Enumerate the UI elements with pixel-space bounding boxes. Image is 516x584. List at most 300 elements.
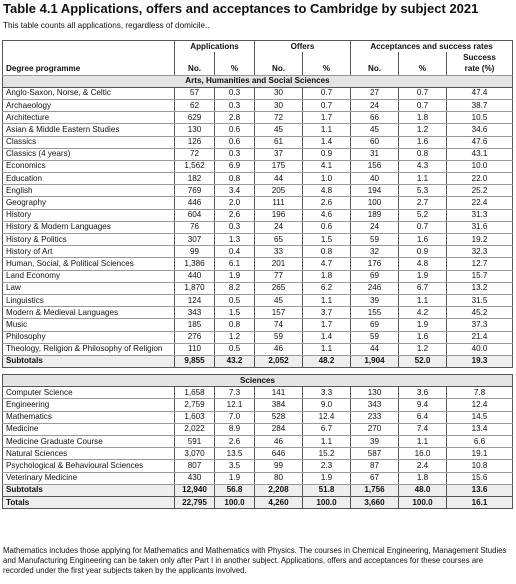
- table-cell: 194: [351, 185, 399, 197]
- table-cell: 47.6: [447, 136, 513, 148]
- table-cell: 110: [175, 343, 215, 355]
- row-label: Engineering: [3, 399, 175, 411]
- table-cell: 10.8: [447, 460, 513, 472]
- table-cell: 51.8: [303, 484, 351, 496]
- table-row: [3, 331, 513, 343]
- header-offers-pct: %: [303, 63, 351, 75]
- table-cell: 126: [175, 136, 215, 148]
- row-label: Archaeology: [3, 99, 175, 111]
- table-cell: 1.3: [215, 234, 255, 246]
- table-cell: 12.1: [215, 399, 255, 411]
- table-row: [3, 411, 513, 423]
- table-cell: 0.8: [215, 319, 255, 331]
- table-cell: 52.0: [399, 355, 447, 367]
- table-cell: 1.9: [215, 270, 255, 282]
- header-offers: Offers: [255, 41, 351, 53]
- table-row: [3, 307, 513, 319]
- table-cell: 12,940: [175, 484, 215, 496]
- row-label: History & Politics: [3, 234, 175, 246]
- table-row: [3, 234, 513, 246]
- table-cell: 1,603: [175, 411, 215, 423]
- table-cell: 30: [255, 87, 303, 99]
- row-label: Psychological & Behavioural Sciences: [3, 460, 175, 472]
- table-cell: 32.3: [447, 246, 513, 258]
- table-cell: 307: [175, 234, 215, 246]
- table-cell: 99: [255, 460, 303, 472]
- row-label: Mathematics: [3, 411, 175, 423]
- table-cell: 44: [351, 343, 399, 355]
- table-cell: 9.0: [303, 399, 351, 411]
- table-cell: 176: [351, 258, 399, 270]
- table-cell: 32: [351, 246, 399, 258]
- table-cell: 16.1: [447, 496, 513, 508]
- table-row: [3, 197, 513, 209]
- table-cell: 205: [255, 185, 303, 197]
- table-cell: 1.1: [303, 343, 351, 355]
- row-label: Anglo-Saxon, Norse, & Celtic: [3, 87, 175, 99]
- table-cell: 0.7: [303, 87, 351, 99]
- header-acceptances-no: No.: [351, 63, 399, 75]
- table-cell: 175: [255, 160, 303, 172]
- table-cell: 69: [351, 270, 399, 282]
- table-cell: 24: [255, 221, 303, 233]
- table-cell: 45: [351, 124, 399, 136]
- footnote: Mathematics includes those applying for Mathematics and Mathematics with Physics. The courses in Chemical Engineering, Management Studies and Manufacturing Engineering can be taken only after Part I in another subject. Applications, offers and acceptances for these courses are recorded under the first year subjects taken by the applicants involved.: [3, 546, 507, 576]
- table-cell: 100: [351, 197, 399, 209]
- table-row: [3, 436, 513, 448]
- table-cell: 2.0: [215, 197, 255, 209]
- row-label: Medicine: [3, 423, 175, 435]
- table-cell: 246: [351, 282, 399, 294]
- table-cell: 1.5: [215, 307, 255, 319]
- table-cell: 1.4: [303, 331, 351, 343]
- table-cell: 182: [175, 173, 215, 185]
- table-cell: 2,208: [255, 484, 303, 496]
- table-cell: 24: [351, 99, 399, 111]
- row-label: Theology, Religion & Philosophy of Religion: [3, 343, 175, 355]
- table-row: [3, 148, 513, 160]
- table-cell: 13.2: [447, 282, 513, 294]
- table-cell: 31.5: [447, 294, 513, 306]
- table-cell: 15.7: [447, 270, 513, 282]
- header-applications: Applications: [175, 41, 255, 53]
- table-row: [3, 423, 513, 435]
- table-cell: 2,022: [175, 423, 215, 435]
- table-cell: 604: [175, 209, 215, 221]
- subtotal-row: [3, 484, 513, 496]
- row-label: Medicine Graduate Course: [3, 436, 175, 448]
- table-cell: 40.0: [447, 343, 513, 355]
- table-row: [3, 246, 513, 258]
- table-cell: 1.8: [399, 472, 447, 484]
- table-cell: 12.4: [303, 411, 351, 423]
- table-cell: 45: [255, 124, 303, 136]
- header-success-rate: rate (%): [447, 63, 513, 75]
- table-cell: 48.2: [303, 355, 351, 367]
- row-label: Classics: [3, 136, 175, 148]
- table-row: [3, 112, 513, 124]
- table-cell: 6.6: [447, 436, 513, 448]
- admissions-table: [2, 40, 513, 509]
- table-cell: 0.5: [215, 294, 255, 306]
- table-cell: 13.6: [447, 484, 513, 496]
- table-cell: 24: [351, 221, 399, 233]
- table-cell: 284: [255, 423, 303, 435]
- table-cell: 189: [351, 209, 399, 221]
- table-cell: 3.5: [215, 460, 255, 472]
- table-cell: 1.8: [303, 270, 351, 282]
- table-cell: 45: [255, 294, 303, 306]
- table-cell: 769: [175, 185, 215, 197]
- table-cell: 1,756: [351, 484, 399, 496]
- header-applications-no: No.: [175, 63, 215, 75]
- table-cell: 0.6: [215, 124, 255, 136]
- table-cell: 141: [255, 387, 303, 399]
- table-cell: 156: [351, 160, 399, 172]
- table-cell: 25.2: [447, 185, 513, 197]
- table-cell: 59: [255, 331, 303, 343]
- table-cell: 0.8: [215, 173, 255, 185]
- table-cell: 1.5: [303, 234, 351, 246]
- table-cell: 46: [255, 436, 303, 448]
- table-cell: 1.6: [399, 331, 447, 343]
- table-row: [3, 387, 513, 399]
- table-cell: 80: [255, 472, 303, 484]
- table-cell: 4.8: [399, 258, 447, 270]
- totals-row: [3, 496, 513, 508]
- table-cell: 270: [351, 423, 399, 435]
- header-row-columns: [3, 63, 513, 75]
- table-cell: 0.7: [399, 87, 447, 99]
- table-row: [3, 99, 513, 111]
- table-cell: 22.4: [447, 197, 513, 209]
- table-cell: 1.1: [399, 294, 447, 306]
- table-cell: 1.1: [399, 173, 447, 185]
- table-row: [3, 124, 513, 136]
- table-cell: 587: [351, 448, 399, 460]
- table-cell: 47.4: [447, 87, 513, 99]
- table-cell: 111: [255, 197, 303, 209]
- row-label: Music: [3, 319, 175, 331]
- table-cell: 157: [255, 307, 303, 319]
- table-cell: 384: [255, 399, 303, 411]
- row-label: Architecture: [3, 112, 175, 124]
- table-cell: 1.2: [399, 343, 447, 355]
- row-label: History: [3, 209, 175, 221]
- table-cell: 4.2: [399, 307, 447, 319]
- table-cell: 5.2: [399, 209, 447, 221]
- header-acceptances: Acceptances and success rates: [351, 41, 513, 53]
- table-cell: 40: [351, 173, 399, 185]
- table-cell: 0.4: [215, 246, 255, 258]
- table-cell: 65: [255, 234, 303, 246]
- table-cell: 5.3: [399, 185, 447, 197]
- table-cell: 4.6: [303, 209, 351, 221]
- table-cell: 66: [351, 112, 399, 124]
- table-cell: 130: [175, 124, 215, 136]
- table-cell: 6.4: [399, 411, 447, 423]
- table-cell: 12.7: [447, 258, 513, 270]
- table-cell: 1.7: [303, 112, 351, 124]
- table-cell: 3.4: [215, 185, 255, 197]
- table-cell: 1.9: [399, 270, 447, 282]
- table-cell: 1.1: [303, 124, 351, 136]
- table-cell: 39: [351, 294, 399, 306]
- table-cell: 10.5: [447, 112, 513, 124]
- table-cell: 39: [351, 436, 399, 448]
- table-cell: 19.3: [447, 355, 513, 367]
- table-cell: 100.0: [303, 496, 351, 508]
- table-cell: 2,052: [255, 355, 303, 367]
- table-cell: 31: [351, 148, 399, 160]
- table-cell: 99: [175, 246, 215, 258]
- table-cell: 1,870: [175, 282, 215, 294]
- table-cell: 2.6: [303, 197, 351, 209]
- table-cell: 8.2: [215, 282, 255, 294]
- table-cell: 19.2: [447, 234, 513, 246]
- section-header: [3, 375, 513, 387]
- table-cell: 807: [175, 460, 215, 472]
- table-cell: 12.4: [447, 399, 513, 411]
- row-label: Linguistics: [3, 294, 175, 306]
- table-cell: 6.2: [303, 282, 351, 294]
- table-cell: 3,660: [351, 496, 399, 508]
- table-cell: 100.0: [399, 496, 447, 508]
- table-cell: 1,658: [175, 387, 215, 399]
- table-row: [3, 160, 513, 172]
- table-row: [3, 460, 513, 472]
- row-label: English: [3, 185, 175, 197]
- table-cell: 59: [351, 331, 399, 343]
- table-row: [3, 319, 513, 331]
- table-row: [3, 448, 513, 460]
- table-cell: 0.6: [215, 136, 255, 148]
- table-row: [3, 258, 513, 270]
- table-cell: 60: [351, 136, 399, 148]
- table-cell: 2.6: [215, 209, 255, 221]
- table-cell: 37: [255, 148, 303, 160]
- table-cell: 0.6: [303, 221, 351, 233]
- table-cell: 430: [175, 472, 215, 484]
- row-label: Geography: [3, 197, 175, 209]
- table-cell: 3.6: [399, 387, 447, 399]
- row-label: Land Economy: [3, 270, 175, 282]
- table-cell: 1.1: [303, 436, 351, 448]
- table-cell: 19.1: [447, 448, 513, 460]
- header-degree-programme: Degree programme: [3, 63, 175, 75]
- table-cell: 87: [351, 460, 399, 472]
- table-cell: 13.5: [215, 448, 255, 460]
- table-cell: 8.9: [215, 423, 255, 435]
- table-cell: 0.9: [303, 148, 351, 160]
- table-cell: 37.3: [447, 319, 513, 331]
- table-cell: 56.8: [215, 484, 255, 496]
- table-cell: 265: [255, 282, 303, 294]
- row-label: Veterinary Medicine: [3, 472, 175, 484]
- table-cell: 15.2: [303, 448, 351, 460]
- table-cell: 27: [351, 87, 399, 99]
- row-label: Philosophy: [3, 331, 175, 343]
- table-cell: 0.3: [215, 148, 255, 160]
- table-cell: 4.8: [303, 185, 351, 197]
- row-label: Computer Science: [3, 387, 175, 399]
- header-applications-pct: %: [215, 63, 255, 75]
- table-row: [3, 185, 513, 197]
- table-cell: 1.0: [303, 173, 351, 185]
- table-cell: 46: [255, 343, 303, 355]
- table-cell: 2.6: [215, 436, 255, 448]
- table-cell: 1,562: [175, 160, 215, 172]
- table-cell: 1.4: [303, 136, 351, 148]
- table-cell: 3,070: [175, 448, 215, 460]
- section-title: Sciences: [3, 375, 513, 387]
- table-cell: 31.3: [447, 209, 513, 221]
- section-header: [3, 75, 513, 87]
- table-row: [3, 221, 513, 233]
- table-cell: 528: [255, 411, 303, 423]
- table-cell: 155: [351, 307, 399, 319]
- table-cell: 48.0: [399, 484, 447, 496]
- table-cell: 6.9: [215, 160, 255, 172]
- table-cell: 4,260: [255, 496, 303, 508]
- table-cell: 201: [255, 258, 303, 270]
- header-empty-cell: [3, 41, 175, 53]
- table-cell: 446: [175, 197, 215, 209]
- table-cell: 4.7: [303, 258, 351, 270]
- table-cell: 0.8: [303, 246, 351, 258]
- section-title: Arts, Humanities and Social Sciences: [3, 75, 513, 87]
- table-row: [3, 282, 513, 294]
- table-cell: 1.1: [303, 294, 351, 306]
- table-cell: 0.3: [215, 221, 255, 233]
- table-cell: 1.9: [303, 472, 351, 484]
- table-row: [3, 87, 513, 99]
- table-cell: 22,795: [175, 496, 215, 508]
- table-cell: 0.3: [215, 99, 255, 111]
- table-cell: 646: [255, 448, 303, 460]
- table-cell: 1.8: [399, 112, 447, 124]
- table-cell: 343: [175, 307, 215, 319]
- table-cell: 1,904: [351, 355, 399, 367]
- table-cell: 3.3: [303, 387, 351, 399]
- table-cell: 7.0: [215, 411, 255, 423]
- table-cell: 2.3: [303, 460, 351, 472]
- table-cell: 7.4: [399, 423, 447, 435]
- row-label: Economics: [3, 160, 175, 172]
- row-label: Subtotals: [3, 484, 175, 496]
- table-cell: 1.1: [399, 436, 447, 448]
- section-gap: [3, 368, 513, 375]
- table-cell: 1.6: [399, 136, 447, 148]
- table-cell: 4.1: [303, 160, 351, 172]
- table-row: [3, 136, 513, 148]
- row-label: Education: [3, 173, 175, 185]
- table-cell: 7.3: [215, 387, 255, 399]
- table-cell: 0.9: [399, 246, 447, 258]
- table-cell: 1.2: [215, 331, 255, 343]
- table-cell: 2.4: [399, 460, 447, 472]
- table-cell: 6.7: [303, 423, 351, 435]
- table-cell: 0.7: [399, 99, 447, 111]
- table-cell: 72: [255, 112, 303, 124]
- table-cell: 57: [175, 87, 215, 99]
- table-cell: 59: [351, 234, 399, 246]
- table-cell: 591: [175, 436, 215, 448]
- table-cell: 0.8: [399, 148, 447, 160]
- table-cell: 74: [255, 319, 303, 331]
- row-label: History & Modern Languages: [3, 221, 175, 233]
- table-cell: 2.8: [215, 112, 255, 124]
- header-success: Success: [447, 52, 513, 63]
- table-cell: 6.7: [399, 282, 447, 294]
- table-cell: 4.3: [399, 160, 447, 172]
- table-cell: 0.5: [215, 343, 255, 355]
- table-cell: 45.2: [447, 307, 513, 319]
- table-cell: 1.9: [215, 472, 255, 484]
- row-label: Asian & Middle Eastern Studies: [3, 124, 175, 136]
- table-cell: 13.4: [447, 423, 513, 435]
- table-cell: 130: [351, 387, 399, 399]
- table-subtitle: This table counts all applications, regardless of domicile..: [3, 21, 210, 30]
- row-label: Law: [3, 282, 175, 294]
- table-cell: 233: [351, 411, 399, 423]
- table-cell: 67: [351, 472, 399, 484]
- table-cell: 30: [255, 99, 303, 111]
- table-title: Table 4.1 Applications, offers and acceptances to Cambridge by subject 2021: [3, 1, 479, 16]
- table-cell: 2,759: [175, 399, 215, 411]
- table-row: [3, 294, 513, 306]
- subtotal-row: [3, 355, 513, 367]
- row-label: Human, Social, & Political Sciences: [3, 258, 175, 270]
- table-cell: 10.0: [447, 160, 513, 172]
- table-cell: 69: [351, 319, 399, 331]
- row-label: Classics (4 years): [3, 148, 175, 160]
- table-cell: 1.6: [399, 234, 447, 246]
- table-row: [3, 270, 513, 282]
- table-cell: 43.1: [447, 148, 513, 160]
- table-cell: 440: [175, 270, 215, 282]
- table-cell: 629: [175, 112, 215, 124]
- table-row: [3, 209, 513, 221]
- table-row: [3, 343, 513, 355]
- header-row-success: [3, 52, 513, 63]
- table-cell: 0.3: [215, 87, 255, 99]
- table-cell: 9.4: [399, 399, 447, 411]
- table-row: [3, 399, 513, 411]
- table-row: [3, 472, 513, 484]
- table-cell: 72: [175, 148, 215, 160]
- table-cell: 196: [255, 209, 303, 221]
- table-cell: 77: [255, 270, 303, 282]
- row-label: Modern & Medieval Languages: [3, 307, 175, 319]
- table-cell: 43.2: [215, 355, 255, 367]
- table-cell: 38.7: [447, 99, 513, 111]
- table-cell: 185: [175, 319, 215, 331]
- table-cell: 0.7: [303, 99, 351, 111]
- table-cell: 22.0: [447, 173, 513, 185]
- header-acceptances-pct: %: [399, 63, 447, 75]
- table-cell: 1.7: [303, 319, 351, 331]
- table-cell: 3.7: [303, 307, 351, 319]
- table-cell: 14.5: [447, 411, 513, 423]
- table-cell: 1,386: [175, 258, 215, 270]
- table-cell: 62: [175, 99, 215, 111]
- table-cell: 21.4: [447, 331, 513, 343]
- row-label: Totals: [3, 496, 175, 508]
- table-cell: 16.0: [399, 448, 447, 460]
- table-cell: 276: [175, 331, 215, 343]
- table-cell: 2.7: [399, 197, 447, 209]
